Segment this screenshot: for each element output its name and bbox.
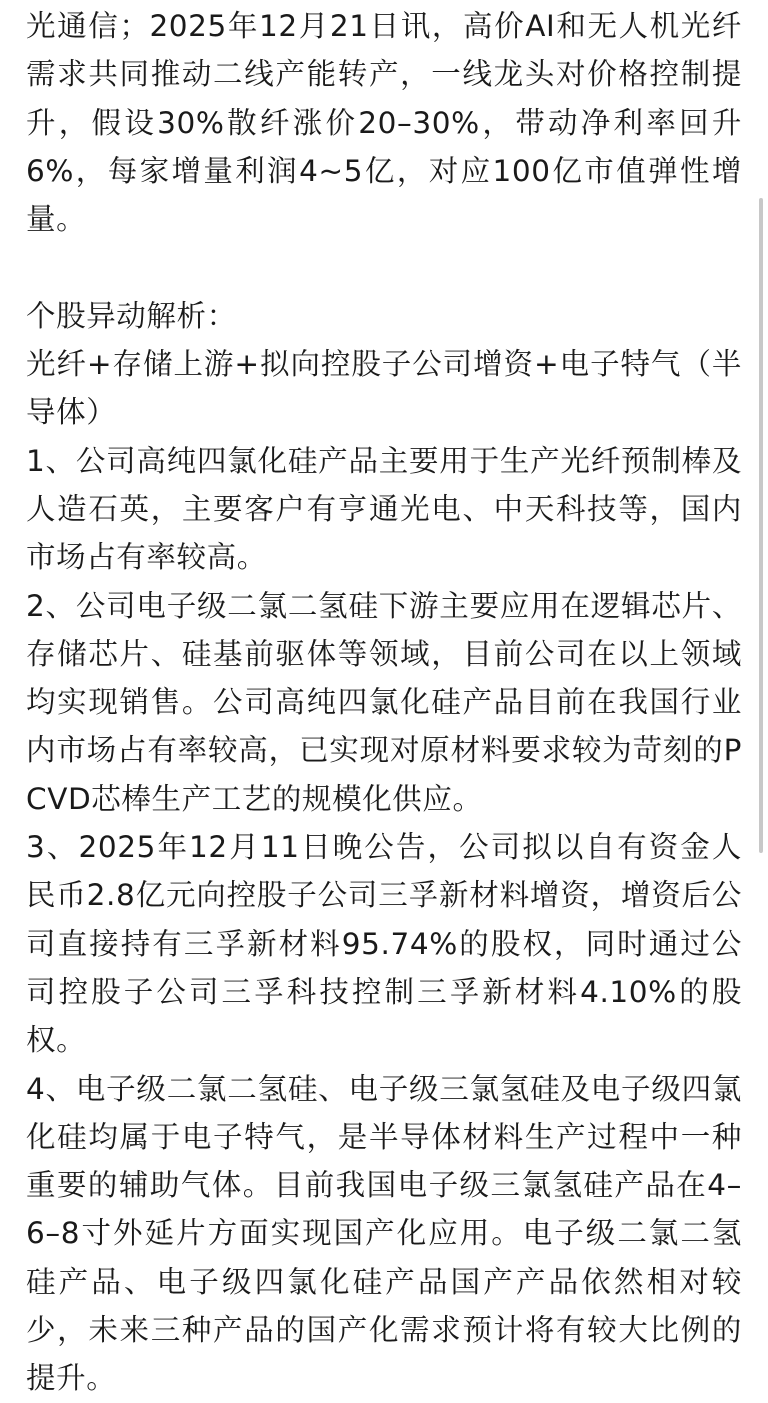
point-3: 3、2025年12月11日晚公告，公司拟以自有资金人民币2.8亿元向控股子公司三孚新材料增资，增资后公司直接持有三孚新材料95.74%的股权，同时通过公司控股子公司三孚科技控制三孚新材料4.10%的股权。 xyxy=(26,830,742,1058)
section-title: 个股异动解析： xyxy=(26,298,237,333)
vertical-scrollbar[interactable] xyxy=(759,198,763,853)
intro-paragraph: 光通信；2025年12月21日讯，高价AI和无人机光纤需求共同推动二线产能转产，一线龙头对价格控制提升，假设30%散纤涨价20–30%，带动净利率回升6%，每家增量利润4~5亿，对应100亿市值弹性增量。 xyxy=(26,9,742,237)
tags-line: 光纤+存储上游+拟向控股子公司增资+电子特气（半导体） xyxy=(26,347,742,430)
point-2: 2、公司电子级二氯二氢硅下游主要应用在逻辑芯片、存储芯片、硅基前驱体等领域，目前公司在以上领域均实现销售。公司高纯四氯化硅产品目前在我国行业内市场占有率较高，已实现对原材料要求较为苛刻的PCVD芯棒生产工艺的规模化供应。 xyxy=(26,588,742,816)
point-1: 1、公司高纯四氯化硅产品主要用于生产光纤预制棒及人造石英，主要客户有亨通光电、中天科技等，国内市场占有率较高。 xyxy=(26,443,742,575)
article-body xyxy=(26,2,742,1403)
point-4: 4、电子级二氯二氢硅、电子级三氯氢硅及电子级四氯化硅均属于电子特气，是半导体材料生产过程中一种重要的辅助气体。目前我国电子级三氯氢硅产品在4–6–8寸外延片方面实现国产化应用。电子级二氯二氢硅产品、电子级四氯化硅产品国产产品依然相对较少，未来三种产品的国产化需求预计将有较大比例的提升。 xyxy=(26,1071,742,1396)
paragraph-spacer xyxy=(26,243,742,291)
